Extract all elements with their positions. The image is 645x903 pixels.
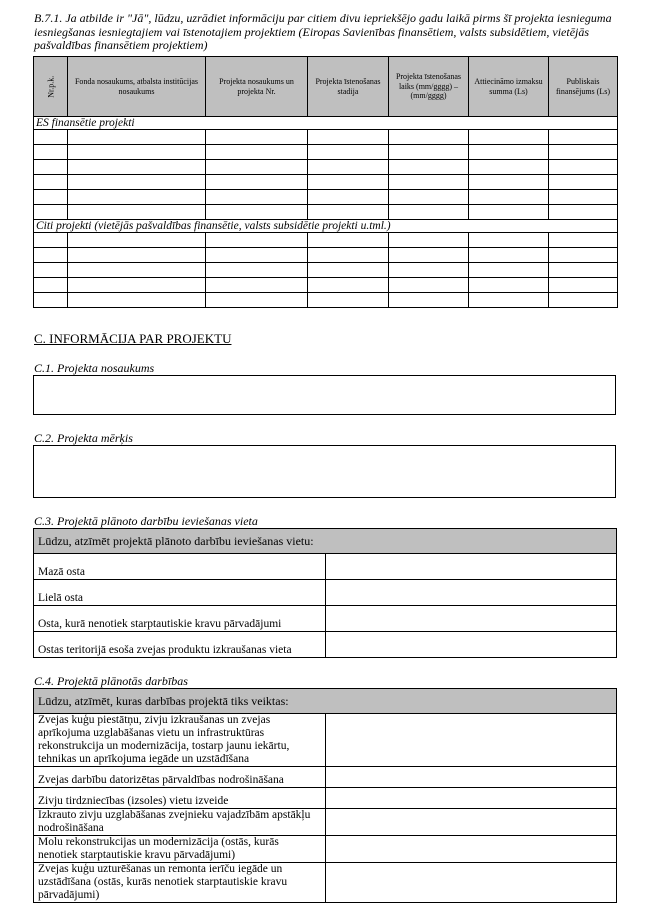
option-row: [34, 809, 617, 836]
table-cell[interactable]: [206, 263, 308, 278]
table-cell[interactable]: [34, 205, 68, 220]
location-instruction: Lūdzu, atzīmēt projektā plānoto darbību ieviešanas vietu:: [34, 529, 617, 554]
intro-text: B.7.1. Ja atbilde ir "Jā", lūdzu, uzrādiet informāciju par citiem divu iepriekšējo gadu laikā pirms šī projekta iesnieguma iesniegšanas iesniegtajiem vai īstenotajiem projektiem (Eiropas Savienības finansētiem, valsts subsidētiem, vietējās pašvaldības finansētiem projektiem): [34, 11, 612, 52]
option-label: Zivju tirdzniecības (izsoles) vietu izveide: [34, 788, 326, 809]
col-header-nr: Nr.p.k.: [34, 57, 68, 117]
table-cell[interactable]: [206, 248, 308, 263]
option-label: Molu rekonstrukcijas un modernizācija (ostās, kurās nenotiek starptautiskie kravu pārvadājumi): [34, 836, 326, 863]
table-cell[interactable]: [389, 175, 469, 190]
section-es-projects: ES finansētie projekti: [34, 117, 618, 130]
table-cell[interactable]: [34, 293, 68, 308]
table-cell[interactable]: [68, 293, 206, 308]
table-cell[interactable]: [68, 233, 206, 248]
table-cell[interactable]: [469, 233, 549, 248]
table-cell[interactable]: [34, 248, 68, 263]
option-checkbox[interactable]: [325, 836, 617, 863]
table-cell[interactable]: [308, 263, 389, 278]
table-cell[interactable]: [389, 233, 469, 248]
option-row: [34, 714, 617, 767]
table-cell[interactable]: [389, 248, 469, 263]
table-cell[interactable]: [549, 278, 618, 293]
table-cell[interactable]: [469, 145, 549, 160]
table-cell[interactable]: [34, 160, 68, 175]
table-cell[interactable]: [469, 130, 549, 145]
table-cell[interactable]: [469, 293, 549, 308]
table-cell[interactable]: [308, 293, 389, 308]
option-row: [34, 632, 617, 658]
col-header-public-funding: Publiskais finansējums (Ls): [549, 57, 618, 117]
option-row: [34, 788, 617, 809]
option-checkbox[interactable]: [325, 863, 617, 903]
table-cell[interactable]: [469, 205, 549, 220]
table-cell[interactable]: [206, 293, 308, 308]
table-row: [34, 130, 618, 145]
table-cell[interactable]: [308, 175, 389, 190]
option-label: Osta, kurā nenotiek starptautiskie kravu pārvadājumi: [34, 606, 326, 632]
option-row: [34, 836, 617, 863]
table-cell[interactable]: [308, 205, 389, 220]
table-cell[interactable]: [469, 160, 549, 175]
table-cell[interactable]: [308, 278, 389, 293]
table-cell[interactable]: [34, 130, 68, 145]
project-name-field[interactable]: [33, 375, 616, 415]
table-cell[interactable]: [206, 160, 308, 175]
table-row: [34, 278, 618, 293]
table-row: [34, 233, 618, 248]
table-row: [34, 263, 618, 278]
option-label: Lielā osta: [34, 580, 326, 606]
table-cell[interactable]: [308, 233, 389, 248]
table-cell[interactable]: [389, 190, 469, 205]
table-row: [34, 190, 618, 205]
table-row: [34, 145, 618, 160]
table-cell[interactable]: [34, 233, 68, 248]
table-cell[interactable]: [389, 130, 469, 145]
table-cell[interactable]: [308, 248, 389, 263]
option-row: [34, 554, 617, 580]
table-row: [34, 248, 618, 263]
option-row: [34, 580, 617, 606]
section-c-title: C. INFORMĀCIJA PAR PROJEKTU: [34, 331, 232, 346]
table-cell[interactable]: [389, 145, 469, 160]
col-header-time: Projekta īstenošanas laiks (mm/gggg) – (mm/gggg): [389, 57, 469, 117]
activities-table: [33, 688, 617, 903]
table-cell[interactable]: [68, 263, 206, 278]
option-label: Zvejas kuģu uzturēšanas un remonta ierīču iegāde un uzstādīšana (ostās, kurās nenotiek starptautiskie kravu pārvadājumi): [34, 863, 326, 903]
option-checkbox[interactable]: [325, 606, 617, 632]
table-cell[interactable]: [68, 190, 206, 205]
table-cell[interactable]: [68, 145, 206, 160]
table-cell[interactable]: [206, 233, 308, 248]
col-header-stage: Projekta īstenošanas stadija: [308, 57, 389, 117]
table-cell[interactable]: [68, 205, 206, 220]
table-cell[interactable]: [308, 145, 389, 160]
option-label: Mazā osta: [34, 554, 326, 580]
table-cell[interactable]: [389, 160, 469, 175]
table-cell[interactable]: [68, 175, 206, 190]
option-checkbox[interactable]: [325, 554, 617, 580]
option-row: [34, 863, 617, 903]
table-cell[interactable]: [469, 175, 549, 190]
project-goal-field[interactable]: [33, 445, 616, 498]
table-cell[interactable]: [549, 293, 618, 308]
c2-title: C.2. Projekta mērķis: [34, 431, 133, 445]
table-cell[interactable]: [308, 160, 389, 175]
table-cell[interactable]: [68, 160, 206, 175]
table-cell[interactable]: [549, 145, 618, 160]
table-cell[interactable]: [34, 278, 68, 293]
col-header-project-name: Projekta nosaukums un projekta Nr.: [206, 57, 308, 117]
option-label: Izkrauto zivju uzglabāšanas zvejnieku vajadzībām apstākļu nodrošināšana: [34, 809, 326, 836]
table-cell[interactable]: [206, 190, 308, 205]
c4-title: C.4. Projektā plānotās darbības: [34, 674, 188, 688]
table-cell[interactable]: [308, 190, 389, 205]
option-checkbox[interactable]: [325, 580, 617, 606]
col-header-fund: Fonda nosaukums, atbalsta institūcijas nosaukums: [68, 57, 206, 117]
table-cell[interactable]: [389, 293, 469, 308]
option-checkbox[interactable]: [325, 632, 617, 658]
table-cell[interactable]: [206, 205, 308, 220]
option-label: Zvejas kuģu piestātņu, zivju izkraušanas un zvejas aprīkojuma uzglabāšanas vietu un infrastruktūras rekonstrukcija un modernizācija, tostarp jaunu iekārtu, tehnikas un aprīkojuma iegāde un uzstādīšana: [34, 714, 326, 767]
table-cell[interactable]: [469, 263, 549, 278]
table-cell[interactable]: [34, 190, 68, 205]
table-cell[interactable]: [469, 190, 549, 205]
table-cell[interactable]: [389, 205, 469, 220]
table-cell[interactable]: [206, 278, 308, 293]
option-checkbox[interactable]: [325, 809, 617, 836]
table-cell[interactable]: [549, 233, 618, 248]
option-checkbox[interactable]: [325, 788, 617, 809]
activities-instruction: Lūdzu, atzīmēt, kuras darbības projektā tiks veiktas:: [34, 689, 617, 714]
location-table: [33, 528, 617, 658]
table-row: [34, 160, 618, 175]
table-cell[interactable]: [469, 248, 549, 263]
table-cell[interactable]: [549, 190, 618, 205]
c3-title: C.3. Projektā plānoto darbību ieviešanas vieta: [34, 514, 258, 528]
table-cell[interactable]: [206, 145, 308, 160]
table-cell[interactable]: [206, 175, 308, 190]
table-cell[interactable]: [469, 278, 549, 293]
table-row: [34, 293, 618, 308]
table-cell[interactable]: [34, 263, 68, 278]
section-other-projects: Citi projekti (vietējās pašvaldības finansētie, valsts subsidētie projekti u.tml.): [34, 220, 618, 233]
table-cell[interactable]: [549, 130, 618, 145]
table-row: [34, 205, 618, 220]
option-label: Zvejas darbību datorizētas pārvaldības nodrošināšana: [34, 767, 326, 788]
table-cell[interactable]: [68, 248, 206, 263]
table-cell[interactable]: [549, 248, 618, 263]
option-checkbox[interactable]: [325, 767, 617, 788]
table-cell[interactable]: [389, 278, 469, 293]
table-cell[interactable]: [308, 130, 389, 145]
projects-table-header: [34, 57, 618, 117]
table-cell[interactable]: [68, 278, 206, 293]
table-cell[interactable]: [68, 130, 206, 145]
option-checkbox[interactable]: [325, 714, 617, 767]
option-row: [34, 606, 617, 632]
c1-title: C.1. Projekta nosaukums: [34, 361, 155, 375]
table-cell[interactable]: [34, 145, 68, 160]
col-header-eligible-costs: Attiecināmo izmaksu summa (Ls): [469, 57, 549, 117]
table-cell[interactable]: [389, 263, 469, 278]
table-cell[interactable]: [549, 175, 618, 190]
table-cell[interactable]: [549, 205, 618, 220]
table-cell[interactable]: [206, 130, 308, 145]
table-cell[interactable]: [549, 160, 618, 175]
option-row: [34, 767, 617, 788]
table-cell[interactable]: [549, 263, 618, 278]
table-cell[interactable]: [34, 175, 68, 190]
table-row: [34, 175, 618, 190]
projects-table: [33, 56, 618, 308]
option-label: Ostas teritorijā esoša zvejas produktu izkraušanas vieta: [34, 632, 326, 658]
